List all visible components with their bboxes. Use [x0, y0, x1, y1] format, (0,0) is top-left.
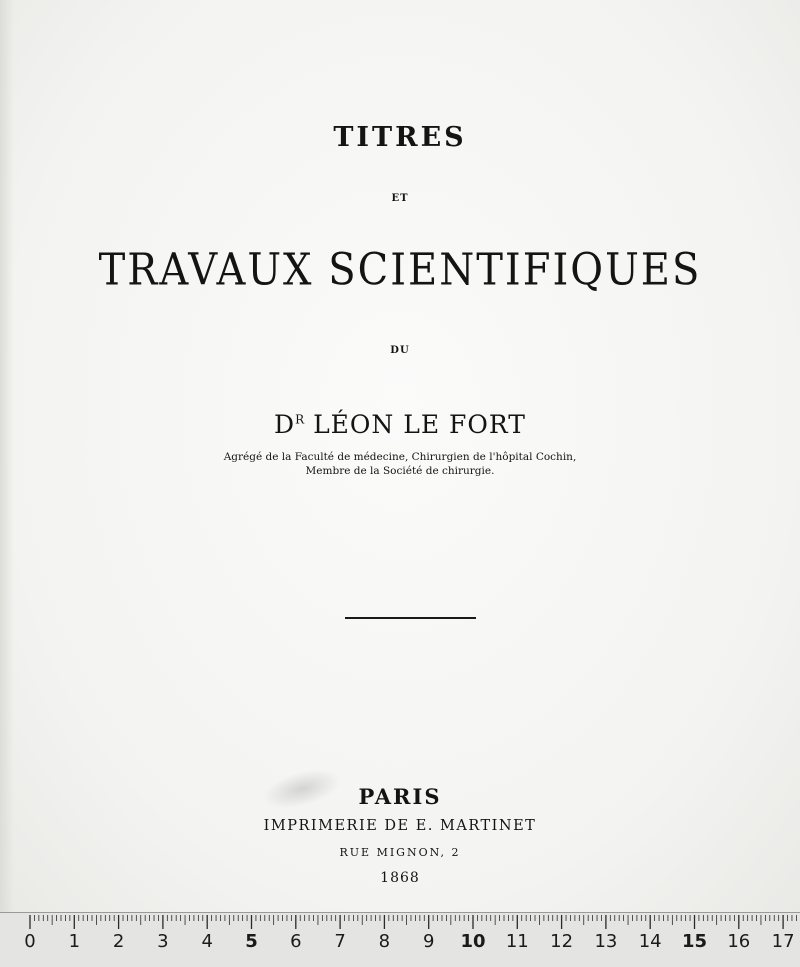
affiliation-line-1: Agrégé de la Faculté de médecine, Chirurgien de l'hôpital Cochin, [223, 451, 577, 463]
ruler-label: 9 [422, 931, 435, 952]
author-prefix: D [274, 410, 296, 439]
ruler-label: 3 [157, 931, 169, 952]
ruler-label: 17 [771, 931, 795, 952]
title-line-2: TRAVAUX SCIENTIFIQUES [98, 244, 702, 296]
ruler-label: 16 [727, 931, 751, 952]
preposition: DU [390, 345, 410, 356]
ruler-label: 5 [245, 931, 258, 952]
ruler-label: 2 [112, 931, 125, 952]
affiliation-line-2: Membre de la Société de chirurgie. [305, 465, 495, 477]
author-name [0, 410, 800, 439]
measuring-ruler [0, 912, 800, 967]
publication-year: 1868 [380, 870, 420, 886]
ruler-label: 13 [594, 931, 618, 952]
ruler-label: 0 [24, 931, 36, 952]
ruler-label: 4 [201, 931, 213, 952]
ruler-label: 8 [378, 931, 391, 952]
author-prefix-superscript: R [295, 412, 305, 427]
printer-name: IMPRIMERIE DE E. MARTINET [263, 818, 537, 834]
ruler-label: 15 [681, 931, 708, 952]
ruler-label: 6 [290, 931, 302, 952]
title-connector: ET [391, 193, 409, 204]
title-line-1: TITRES [333, 122, 467, 153]
ruler-label: 11 [505, 931, 529, 952]
publication-city: PARIS [358, 784, 442, 809]
ruler-label: 14 [638, 931, 662, 952]
ruler-label: 12 [550, 931, 574, 952]
ruler-label: 1 [68, 931, 81, 952]
separator-rule [345, 617, 476, 619]
ruler-label: 10 [460, 931, 486, 952]
author-name-text: LÉON LE FORT [304, 410, 526, 439]
ruler-label: 7 [334, 931, 346, 952]
printer-address: RUE MIGNON, 2 [339, 846, 461, 859]
